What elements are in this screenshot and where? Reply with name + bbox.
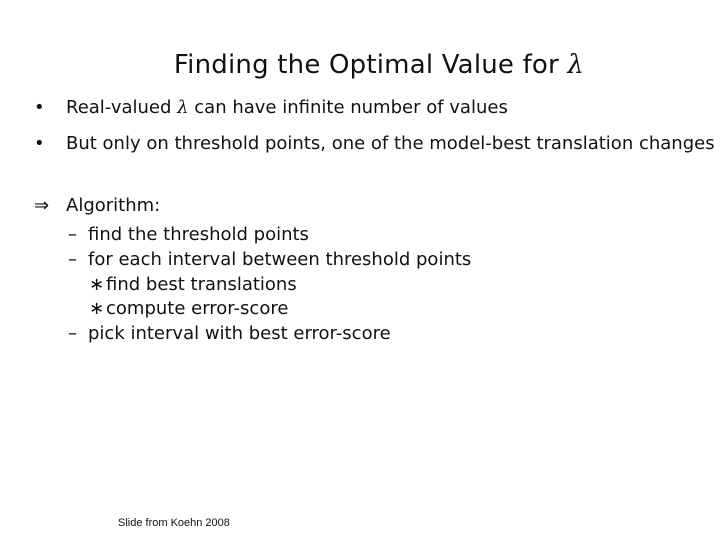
dash-marker: –	[68, 249, 77, 270]
dash-marker: –	[68, 323, 77, 344]
algorithm-step-each-interval: for each interval between threshold points	[88, 249, 472, 270]
dash-marker: –	[68, 224, 77, 245]
bullet-marker: •	[34, 133, 45, 154]
lambda-symbol: λ	[177, 97, 189, 118]
algorithm-substep-error-score: compute error-score	[106, 298, 289, 319]
slide-source-footer: Slide from Koehn 2008	[118, 517, 230, 529]
slide-title	[0, 50, 720, 80]
algorithm-heading: Algorithm:	[66, 195, 161, 216]
asterisk-marker: ∗	[89, 274, 105, 295]
algorithm-substep-best-translations: find best translations	[106, 274, 297, 295]
lambda-symbol: λ	[567, 50, 585, 80]
bullet-marker: •	[34, 97, 45, 118]
asterisk-marker: ∗	[89, 298, 105, 319]
slide-title-text: Finding the Optimal Value for	[173, 50, 568, 80]
bullet-item-real-valued-lambda: Real-valued λ can have infinite number of values	[66, 97, 508, 118]
implies-arrow-icon: ⇒	[34, 195, 50, 216]
algorithm-step-pick-interval: pick interval with best error-score	[88, 323, 391, 344]
algorithm-step-find-threshold: find the threshold points	[88, 224, 309, 245]
bullet-item-threshold-points: But only on threshold points, one of the model-best translation changes	[66, 133, 715, 154]
